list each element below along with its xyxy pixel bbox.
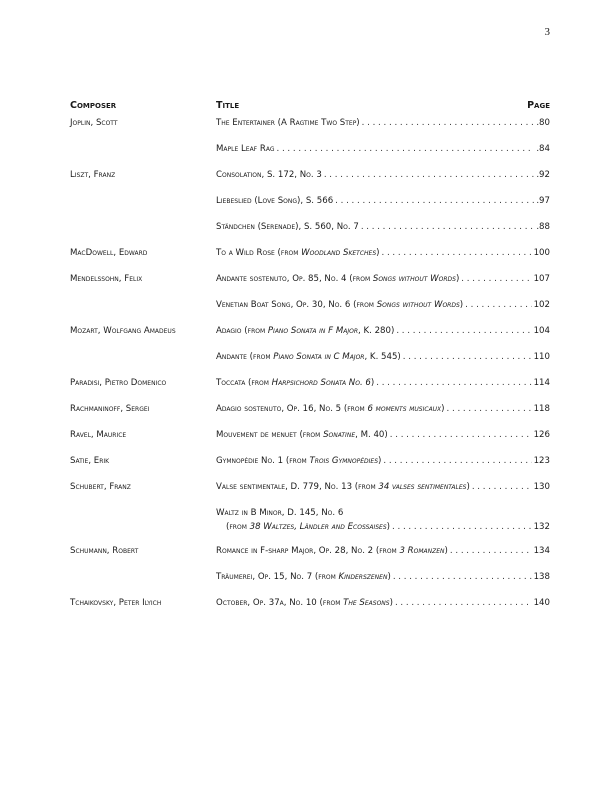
toc-entry xyxy=(70,116,550,142)
entry-page: 123 xyxy=(533,456,550,466)
toc-entry xyxy=(70,506,550,544)
entry-composer: Liszt, Franz xyxy=(70,170,116,180)
entry-page: .92 xyxy=(536,170,550,180)
entry-page: .88 xyxy=(536,222,550,232)
dot-leader xyxy=(447,404,532,414)
entry-page: 132 xyxy=(533,522,550,532)
entry-page: 126 xyxy=(533,430,550,440)
dot-leader xyxy=(393,572,532,582)
entry-page: 104 xyxy=(533,326,550,336)
entry-title: Ständchen (Serenade), S. 560, No. 7 xyxy=(216,222,359,232)
entry-composer: Paradisi, Pietro Domenico xyxy=(70,378,167,388)
entry-page: 110 xyxy=(533,352,550,362)
entry-composer: Satie, Erik xyxy=(70,456,110,466)
toc-entry xyxy=(70,480,550,506)
entry-composer: MacDowell, Edward xyxy=(70,248,148,258)
entry-composer: Joplin, Scott xyxy=(70,118,118,128)
toc-entry xyxy=(70,246,550,272)
dot-leader xyxy=(465,300,531,310)
dot-leader xyxy=(335,196,534,206)
entry-composer: Schumann, Robert xyxy=(70,546,139,556)
entry-title: Waltz in B Minor, D. 145, No. 6 xyxy=(216,508,344,518)
entry-composer: Schubert, Franz xyxy=(70,482,131,492)
header-composer: Composer xyxy=(70,100,117,111)
header-page: Page xyxy=(527,100,550,111)
dot-leader xyxy=(392,522,532,532)
entry-page: 134 xyxy=(533,546,550,556)
toc-entry xyxy=(70,350,550,376)
entry-composer: Rachmaninoff, Sergei xyxy=(70,404,150,414)
toc-entry xyxy=(70,168,550,194)
entry-page: .80 xyxy=(536,118,550,128)
toc-entry xyxy=(70,298,550,324)
dot-leader xyxy=(362,118,535,128)
entry-page: .97 xyxy=(536,196,550,206)
dot-leader xyxy=(324,170,534,180)
entry-title: Venetian Boat Song, Op. 30, No. 6 (from Songs without Words) xyxy=(216,300,464,310)
entry-composer: Ravel, Maurice xyxy=(70,430,127,440)
entry-title: Adagio (from Piano Sonata in F Major, K. 280) xyxy=(216,326,395,336)
entry-composer: Mozart, Wolfgang Amadeus xyxy=(70,326,176,336)
dot-leader xyxy=(403,352,532,362)
toc-entries xyxy=(70,116,550,622)
entry-title: October, Op. 37a, No. 10 (from The Seasons) xyxy=(216,598,393,608)
entry-title: Andante (from Piano Sonata in C Major, K. 545) xyxy=(216,352,401,362)
entry-composer: Mendelssohn, Felix xyxy=(70,274,143,284)
header-title: Title xyxy=(216,100,240,111)
entry-page: 130 xyxy=(533,482,550,492)
entry-title: Adagio sostenuto, Op. 16, No. 5 (from 6 moments musicaux) xyxy=(216,404,445,414)
entry-title: Liebeslied (Love Song), S. 566 xyxy=(216,196,334,206)
dot-leader xyxy=(461,274,531,284)
toc-entry xyxy=(70,220,550,246)
toc-entry xyxy=(70,272,550,298)
dot-leader xyxy=(376,378,531,388)
entry-page: .84 xyxy=(536,144,550,154)
entry-composer: Tchaikovsky, Peter Ilyich xyxy=(70,598,162,608)
entry-title: The Entertainer (A Ragtime Two Step) xyxy=(216,118,360,128)
toc-header xyxy=(70,100,550,114)
entry-page: 102 xyxy=(533,300,550,310)
toc-entry xyxy=(70,596,550,622)
dot-leader xyxy=(382,248,532,258)
toc-entry xyxy=(70,454,550,480)
entry-title: Romance in F-sharp Major, Op. 28, No. 2 (from 3 Romanzen) xyxy=(216,546,448,556)
entry-page: 114 xyxy=(533,378,550,388)
entry-page: 118 xyxy=(533,404,550,414)
entry-page: 138 xyxy=(533,572,550,582)
entry-title: Valse sentimentale, D. 779, No. 13 (from 34 valses sentimentales) xyxy=(216,482,470,492)
entry-title: Träumerei, Op. 15, No. 7 (from Kinderszenen) xyxy=(216,572,391,582)
toc-entry xyxy=(70,142,550,168)
toc-entry xyxy=(70,324,550,350)
entry-title: Mouvement de menuet (from Sonatine, M. 40) xyxy=(216,430,388,440)
entry-title: Andante sostenuto, Op. 85, No. 4 (from Songs without Words) xyxy=(216,274,460,284)
toc-entry xyxy=(70,376,550,402)
dot-leader xyxy=(396,326,531,336)
page-number: 3 xyxy=(544,26,550,38)
toc-entry xyxy=(70,544,550,570)
dot-leader xyxy=(383,456,531,466)
toc-entry xyxy=(70,402,550,428)
toc-entry xyxy=(70,428,550,454)
entry-title: Consolation, S. 172, No. 3 xyxy=(216,170,322,180)
entry-title: Gymnopédie No. 1 (from Trois Gymnopédies) xyxy=(216,456,382,466)
entry-page: 140 xyxy=(533,598,550,608)
entry-title: To a Wild Rose (from Woodland Sketches) xyxy=(216,248,380,258)
entry-title-continued: (from 38 Waltzes, Ländler and Ecossaises) xyxy=(226,522,391,532)
dot-leader xyxy=(390,430,532,440)
entry-page: 107 xyxy=(533,274,550,284)
dot-leader xyxy=(277,144,535,154)
dot-leader xyxy=(361,222,535,232)
toc-entry xyxy=(70,570,550,596)
dot-leader xyxy=(450,546,532,556)
toc-entry xyxy=(70,194,550,220)
entry-title: Toccata (from Harpsichord Sonata No. 6) xyxy=(216,378,375,388)
entry-title: Maple Leaf Rag xyxy=(216,144,275,154)
dot-leader xyxy=(472,482,532,492)
entry-page: 100 xyxy=(533,248,550,258)
dot-leader xyxy=(395,598,532,608)
